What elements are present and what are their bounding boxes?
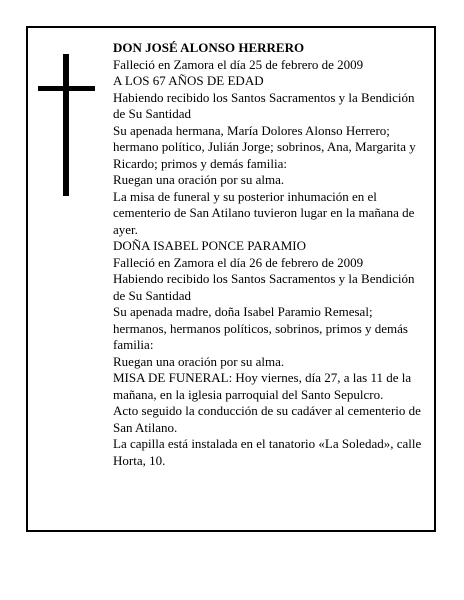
burial-2: Acto seguido la conducción de su cadáver al cementerio de San Atilano. (113, 403, 421, 435)
chapel-2: La capilla está instalada en el tanatorio «La Soledad», calle Horta, 10. (113, 436, 422, 468)
age-line-1: A LOS 67 AÑOS DE EDAD (113, 73, 264, 88)
death-date-2: Falleció en Zamora el día 26 de febrero de 2009 (113, 254, 364, 270)
deceased-name-2: DOÑA ISABEL PONCE PARAMIO (113, 238, 306, 253)
sacraments-1: Habiendo recibido los Santos Sacramentos y la Bendición de Su Santidad (113, 89, 415, 121)
death-date-1: Falleció en Zamora el día 25 de febrero de 2009 (113, 56, 364, 72)
sacraments-2: Habiendo recibido los Santos Sacramentos y la Bendición de Su Santidad (113, 271, 415, 303)
family-1: Su apenada hermana, María Dolores Alonso Herrero; hermano político, Julián Jorge; sobrinos, Ana, Margarita y Ricardo; primos y demás familia: (113, 122, 416, 171)
prayer-1: Ruegan una oración por su alma. (113, 172, 285, 187)
cross-icon-bar (38, 86, 95, 91)
family-2: Su apenada madre, doña Isabel Paramio Remesal; hermanos, hermanos políticos, sobrinos, primos y demás familia: (113, 304, 408, 352)
obituary-text (113, 40, 429, 469)
cross-icon (63, 54, 69, 196)
deceased-name-1: DON JOSÉ ALONSO HERRERO (113, 40, 305, 55)
funeral-2: MISA DE FUNERAL: Hoy viernes, día 27, a las 11 de la mañana, en la iglesia parroquial del Santo Sepulcro. (113, 370, 412, 402)
funeral-1: La misa de funeral y su posterior inhumación en el cementerio de San Atilano tuvieron lugar en la mañana de ayer. (113, 188, 415, 237)
prayer-2: Ruegan una oración por su alma. (113, 353, 285, 369)
